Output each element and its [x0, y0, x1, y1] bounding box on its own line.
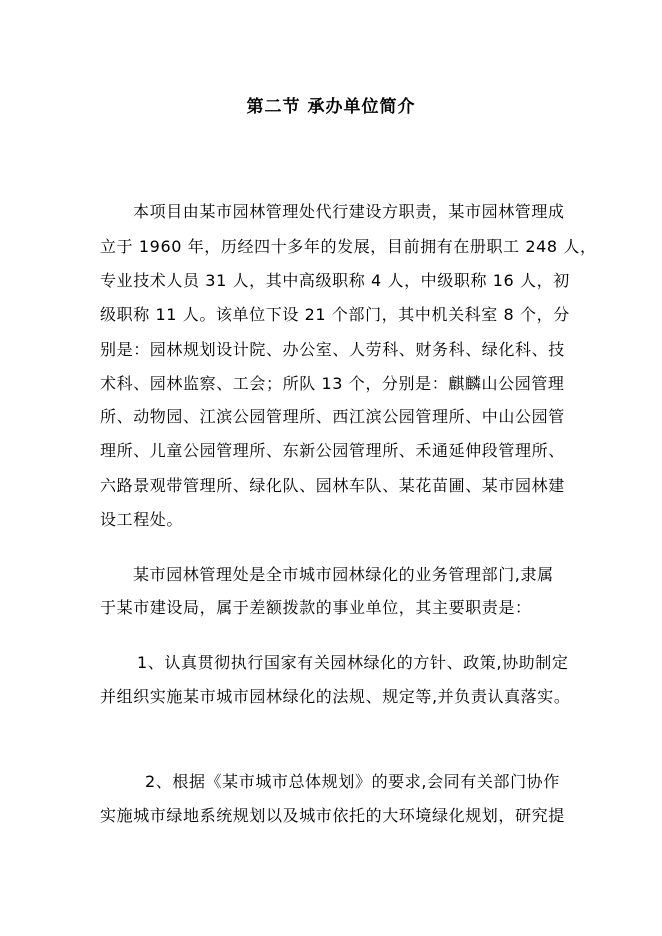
paragraph-1-line-1: 本项目由某市园林管理处代行建设方职责，某市园林管理成 [133, 202, 565, 221]
paragraph-1-line-3: 专业技术人员 31 人，其中高级职称 4 人，中级职称 16 人，初 [100, 271, 570, 290]
paragraph-2-line-2: 于某市建设局，属于差额拨款的事业单位，其主要职责是： [100, 598, 532, 617]
paragraph-1-line-8: 理所、儿童公园管理所、东新公园管理所、禾通延伸段管理所、 [100, 441, 565, 460]
paragraph-4-line-1: 2、根据《某市城市总体规划》的要求,会同有关部门协作 [145, 772, 560, 791]
paragraph-2-line-1: 某市园林管理处是全市城市园林绿化的业务管理部门,隶属 [133, 565, 554, 584]
paragraph-1-line-2: 立于 1960 年，历经四十多年的发展，目前拥有在册职工 248 人， [100, 237, 597, 256]
paragraph-1-line-4: 级职称 11 人。该单位下设 21 个部门，其中机关科室 8 个，分 [100, 305, 570, 324]
paragraph-3-line-2: 并组织实施某市城市园林绿化的法规、规定等,并负责认真落实。 [100, 687, 571, 706]
paragraph-1-line-6: 术科、园林监察、工会；所队 13 个，分别是：麒麟山公园管理 [100, 374, 565, 393]
paragraph-1-line-7: 所、动物园、江滨公园管理所、西江滨公园管理所、中山公园管 [100, 407, 565, 426]
section-title: 第二节 承办单位简介 [246, 97, 416, 117]
paragraph-3-line-1: 1、认真贯彻执行国家有关园林绿化的方针、政策,协助制定 [137, 653, 569, 672]
paragraph-1-line-10: 设工程处。 [100, 510, 184, 529]
paragraph-1-line-9: 六路景观带管理所、绿化队、园林车队、某花苗圃、某市园林建 [100, 476, 565, 495]
paragraph-1-line-5: 别是：园林规划设计院、办公室、人劳科、财务科、绿化科、技 [100, 340, 565, 359]
paragraph-4-line-2: 实施城市绿地系统规划以及城市依托的大环境绿化规划，研究提 [100, 806, 565, 825]
